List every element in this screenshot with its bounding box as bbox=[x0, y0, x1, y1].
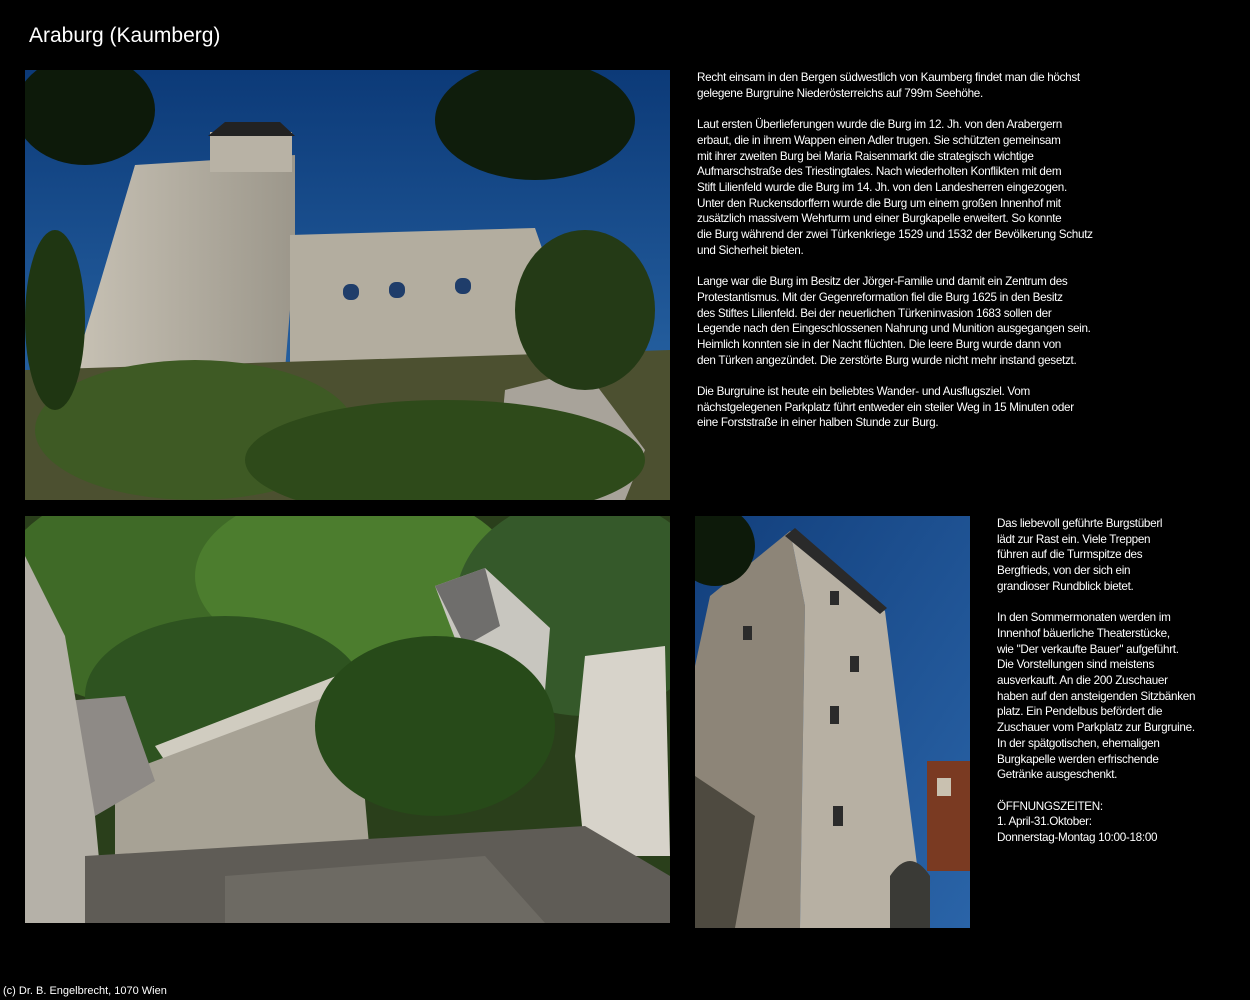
side-text-paragraph bbox=[997, 799, 1242, 846]
side-text-line: haben auf den ansteigenden Sitzbänken bbox=[997, 689, 1196, 703]
castle-exterior-photo bbox=[25, 70, 670, 500]
side-description-text bbox=[997, 516, 1242, 861]
main-text-line: Aufmarschstraße des Triestingtales. Nach wiederholten Konflikten mit dem bbox=[697, 165, 1062, 179]
side-text-line: platz. Ein Pendelbus befördert die bbox=[997, 705, 1163, 719]
side-text-line: ÖFFNUNGSZEITEN: bbox=[997, 799, 1103, 813]
main-text-line: Unter den Ruckensdorffern wurde die Burg um einem großen Innenhof mit bbox=[697, 196, 1061, 210]
main-text-line: und Sicherheit bieten. bbox=[697, 243, 804, 257]
side-text-line: Getränke ausgeschenkt. bbox=[997, 768, 1118, 782]
side-text-paragraph bbox=[997, 610, 1242, 783]
main-text-line: nächstgelegenen Parkplatz führt entweder ein steiler Weg in 15 Minuten oder bbox=[697, 400, 1074, 414]
side-text-line: Burgkapelle werden erfrischende bbox=[997, 752, 1159, 766]
main-text-line: mit ihrer zweiten Burg bei Maria Raisenmarkt die strategisch wichtige bbox=[697, 149, 1034, 163]
main-text-line: Die Burgruine ist heute ein beliebtes Wander- und Ausflugsziel. Vom bbox=[697, 385, 1030, 399]
main-text-line: Legende nach den Eingeschlossenen Nahrung und Munition ausgegangen sein. bbox=[697, 322, 1091, 336]
side-text-line: Innenhof bäuerliche Theaterstücke, bbox=[997, 626, 1170, 640]
side-text-line: Zuschauer vom Parkplatz zur Burgruine. bbox=[997, 721, 1195, 735]
side-text-paragraph bbox=[997, 516, 1242, 595]
castle-tower-photo bbox=[695, 516, 970, 928]
side-text-line: Donnerstag-Montag 10:00-18:00 bbox=[997, 831, 1158, 845]
main-text-paragraph bbox=[697, 384, 1167, 431]
main-text-line: Protestantismus. Mit der Gegenreformation fiel die Burg 1625 in den Besitz bbox=[697, 290, 1063, 304]
main-text-line: des Stiftes Lilienfeld. Bei der neuerlichen Türkeninvasion 1683 sollen der bbox=[697, 306, 1052, 320]
main-text-line: Recht einsam in den Bergen südwestlich von Kaumberg findet man die höchst bbox=[697, 71, 1080, 84]
main-description-text bbox=[697, 70, 1167, 447]
side-text-line: lädt zur Rast ein. Viele Treppen bbox=[997, 532, 1151, 546]
side-text-line: Bergfrieds, von der sich ein bbox=[997, 564, 1131, 578]
main-text-line: Heimlich konnten sie in der Nacht flüchten. Die leere Burg wurde dann von bbox=[697, 337, 1061, 351]
main-text-line: Laut ersten Überlieferungen wurde die Burg im 12. Jh. von den Arabergern bbox=[697, 118, 1062, 132]
side-text-line: 1. April-31.Oktober: bbox=[997, 815, 1092, 829]
side-text-line: grandioser Rundblick bietet. bbox=[997, 579, 1134, 593]
main-text-line: erbaut, die in ihrem Wappen einen Adler trugen. Sie schützten gemeinsam bbox=[697, 133, 1061, 147]
main-text-line: eine Forststraße in einer halben Stunde zur Burg. bbox=[697, 416, 939, 430]
main-text-line: Lange war die Burg im Besitz der Jörger-Familie und damit ein Zentrum des bbox=[697, 275, 1068, 289]
main-text-line: zusätzlich massivem Wehrturm und einer Burgkapelle erweitert. So konnte bbox=[697, 212, 1062, 226]
side-text-line: In der spätgotischen, ehemaligen bbox=[997, 736, 1160, 750]
castle-courtyard-photo bbox=[25, 516, 670, 923]
main-text-line: den Türken angezündet. Die zerstörte Burg wurde nicht mehr instand gesetzt. bbox=[697, 353, 1077, 367]
side-text-line: In den Sommermonaten werden im bbox=[997, 611, 1171, 625]
main-text-paragraph bbox=[697, 117, 1167, 258]
page-title: Araburg (Kaumberg) bbox=[29, 24, 221, 47]
side-text-line: wie "Der verkaufte Bauer" aufgeführt. bbox=[997, 642, 1179, 656]
side-text-line: führen auf die Turmspitze des bbox=[997, 548, 1143, 562]
copyright-footer: (c) Dr. B. Engelbrecht, 1070 Wien bbox=[3, 985, 167, 997]
main-text-paragraph bbox=[697, 70, 1167, 101]
main-text-paragraph bbox=[697, 274, 1167, 368]
side-text-line: Das liebevoll geführte Burgstüberl bbox=[997, 517, 1163, 530]
main-text-line: die Burg während der zwei Türkenkriege 1529 und 1532 der Bevölkerung Schutz bbox=[697, 228, 1093, 242]
side-text-line: Die Vorstellungen sind meistens bbox=[997, 658, 1155, 672]
main-text-line: Stift Lilienfeld wurde die Burg im 14. Jh. von den Landesherren eingezogen. bbox=[697, 180, 1067, 194]
main-text-line: gelegene Burgruine Niederösterreichs auf 799m Seehöhe. bbox=[697, 86, 983, 100]
side-text-line: ausverkauft. An die 200 Zuschauer bbox=[997, 674, 1168, 688]
